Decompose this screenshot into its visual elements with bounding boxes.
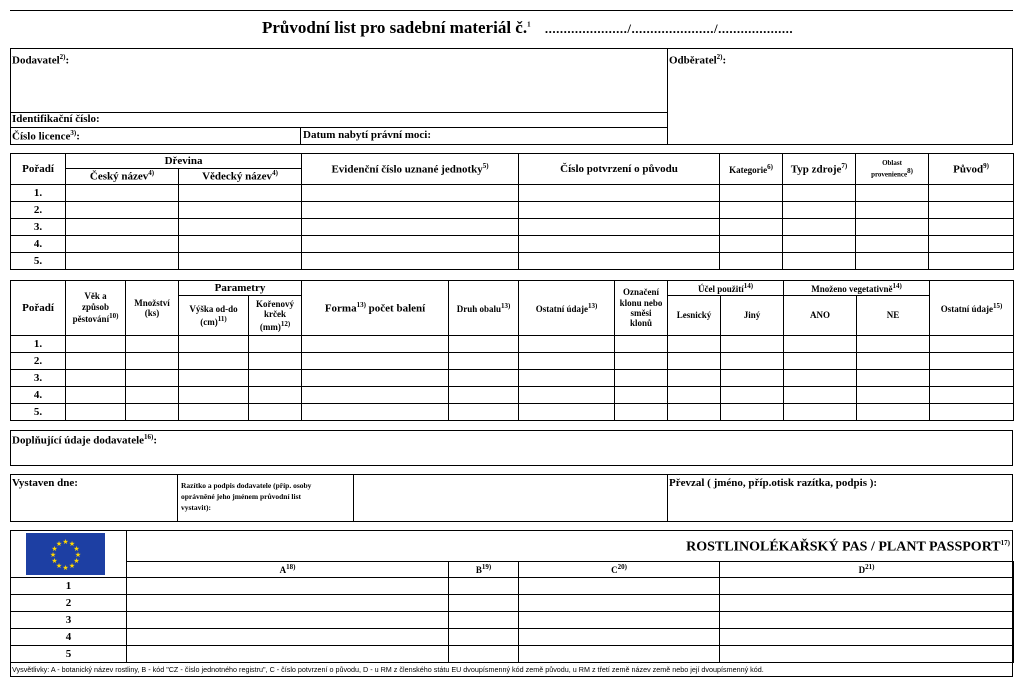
legal-date-label: Datum nabytí právní moci:: [303, 129, 432, 141]
col-yes: ANO: [784, 296, 857, 336]
svg-text:★: ★: [68, 540, 76, 548]
col-age: Věk a způsob pěstování$^{10)}$: [66, 281, 126, 336]
supplier-label: Dodavatel$^{2)}$:: [12, 53, 70, 67]
col-other-2: Ostatní údaje$^{15)}$: [930, 281, 1014, 336]
passport-table: [10, 561, 1014, 663]
col-packaging: Druh obalu$^{13)}$: [449, 281, 519, 336]
col-use: Účel použití$^{14)}$: [668, 281, 784, 296]
id-row[interactable]: [10, 112, 668, 128]
svg-text:★: ★: [51, 557, 58, 565]
received-label: Převzal ( jméno, příp.otisk razítka, podpis ):: [669, 477, 878, 489]
table-row[interactable]: 1: [11, 578, 1014, 595]
id-label: Identifikační číslo:: [12, 113, 100, 125]
svg-text:★: ★: [62, 564, 69, 572]
col-vegetative: Množeno vegetativně$^{14)}$: [784, 281, 930, 296]
passport-title: ROSTLINOLÉKAŘSKÝ PAS / PLANT PASSPORT$^{17)}$: [686, 539, 1010, 555]
table-row[interactable]: 1.: [11, 336, 1014, 353]
svg-text:★: ★: [68, 562, 76, 570]
table-row[interactable]: 5.: [11, 253, 1014, 270]
table-row[interactable]: 4.: [11, 387, 1014, 404]
table-row[interactable]: 4: [11, 629, 1014, 646]
col-order: Pořadí: [11, 154, 66, 185]
title-sup: 1: [527, 20, 531, 29]
table-row[interactable]: 2.: [11, 353, 1014, 370]
table-row[interactable]: 5.: [11, 404, 1014, 421]
col-origin: Původ$^{9)}$: [929, 154, 1014, 185]
col-order: Pořadí: [11, 281, 66, 336]
material-table: [10, 280, 1014, 421]
customer-label: Odběratel$^{2)}$:: [669, 53, 727, 67]
table-row[interactable]: 3.: [11, 370, 1014, 387]
col-no: NE: [857, 296, 930, 336]
col-cert: Číslo potvrzení o původu: [519, 154, 720, 185]
supplier-extra-label: Doplňující údaje dodavatele$^{16)}$:: [12, 433, 158, 447]
col-category: Kategorie$^{6)}$: [720, 154, 783, 185]
svg-text:★: ★: [74, 551, 82, 559]
table-row[interactable]: 2.: [11, 202, 1014, 219]
col-root-collar: Kořenový krček (mm)$^{12)}$: [249, 296, 302, 336]
table-row[interactable]: 1.: [11, 185, 1014, 202]
svg-text:★: ★: [55, 540, 63, 548]
species-table: [10, 153, 1014, 270]
col-b: $B^{19)}$: [449, 562, 519, 578]
col-form: Forma$^{13)}$ počet balení: [302, 281, 449, 336]
svg-text:★: ★: [55, 562, 63, 570]
title-text: Průvodní list pro sadební materiál č.: [262, 18, 528, 37]
passport-corner: [11, 562, 127, 578]
col-forest: Lesnický: [668, 296, 721, 336]
svg-text:★: ★: [73, 545, 80, 553]
col-c: $C^{20)}$: [519, 562, 720, 578]
page-title: [262, 18, 793, 38]
col-other: Ostatní údaje$^{13)}$: [519, 281, 615, 336]
col-clone: Označení klonu nebo směsi klonů: [615, 281, 668, 336]
svg-text:★: ★: [73, 557, 80, 565]
col-parameters: Parametry: [179, 281, 302, 296]
table-row[interactable]: 4.: [11, 236, 1014, 253]
footnote: Vysvětlivky: A - botanický název rostliny, B - kód "CZ - číslo jednotného registru", C - číslo potvrzení o původu, D - u RM z členského státu EU dvoupísmenný kód země původu, u RM z třetí země název země nebo její dvoupísmenný kód.: [12, 665, 764, 674]
col-evid: Evidenční číslo uznané jednotky$^{5)}$: [302, 154, 519, 185]
issued-label: Vystaven dne:: [12, 477, 78, 489]
document-number-field[interactable]: ....................../....................../....................: [544, 21, 794, 36]
table-row[interactable]: 2: [11, 595, 1014, 612]
col-species: Dřevina: [66, 154, 302, 169]
table-row[interactable]: 3.: [11, 219, 1014, 236]
col-a: $A^{18)}$: [127, 562, 449, 578]
stamp-label: Razítko a podpis dodavatele (příp. osoby oprávněné jeho jménem průvodní list vystavit):: [181, 481, 312, 512]
svg-text:★: ★: [62, 538, 69, 546]
col-height: Výška od-do (cm)$^{11)}$: [179, 296, 249, 336]
svg-text:★: ★: [51, 545, 58, 553]
svg-text:★: ★: [49, 551, 57, 559]
col-quantity: Množství (ks): [126, 281, 179, 336]
col-else: Jiný: [721, 296, 784, 336]
col-source-type: Typ zdroje$^{7)}$: [783, 154, 856, 185]
table-row[interactable]: 3: [11, 612, 1014, 629]
table-row[interactable]: 5: [11, 646, 1014, 663]
col-czech-name: Český název$^{4)}$: [66, 169, 179, 185]
col-scientific-name: Vědecký název$^{4)}$: [179, 169, 302, 185]
supplier-extra-box[interactable]: [10, 430, 1013, 466]
licence-label: Číslo licence$^{3)}$:: [12, 129, 80, 143]
date-divider: [300, 127, 301, 145]
col-provenance: Oblast provenience$^{8)}$: [856, 154, 929, 185]
col-d: $D^{21)}$: [720, 562, 1014, 578]
